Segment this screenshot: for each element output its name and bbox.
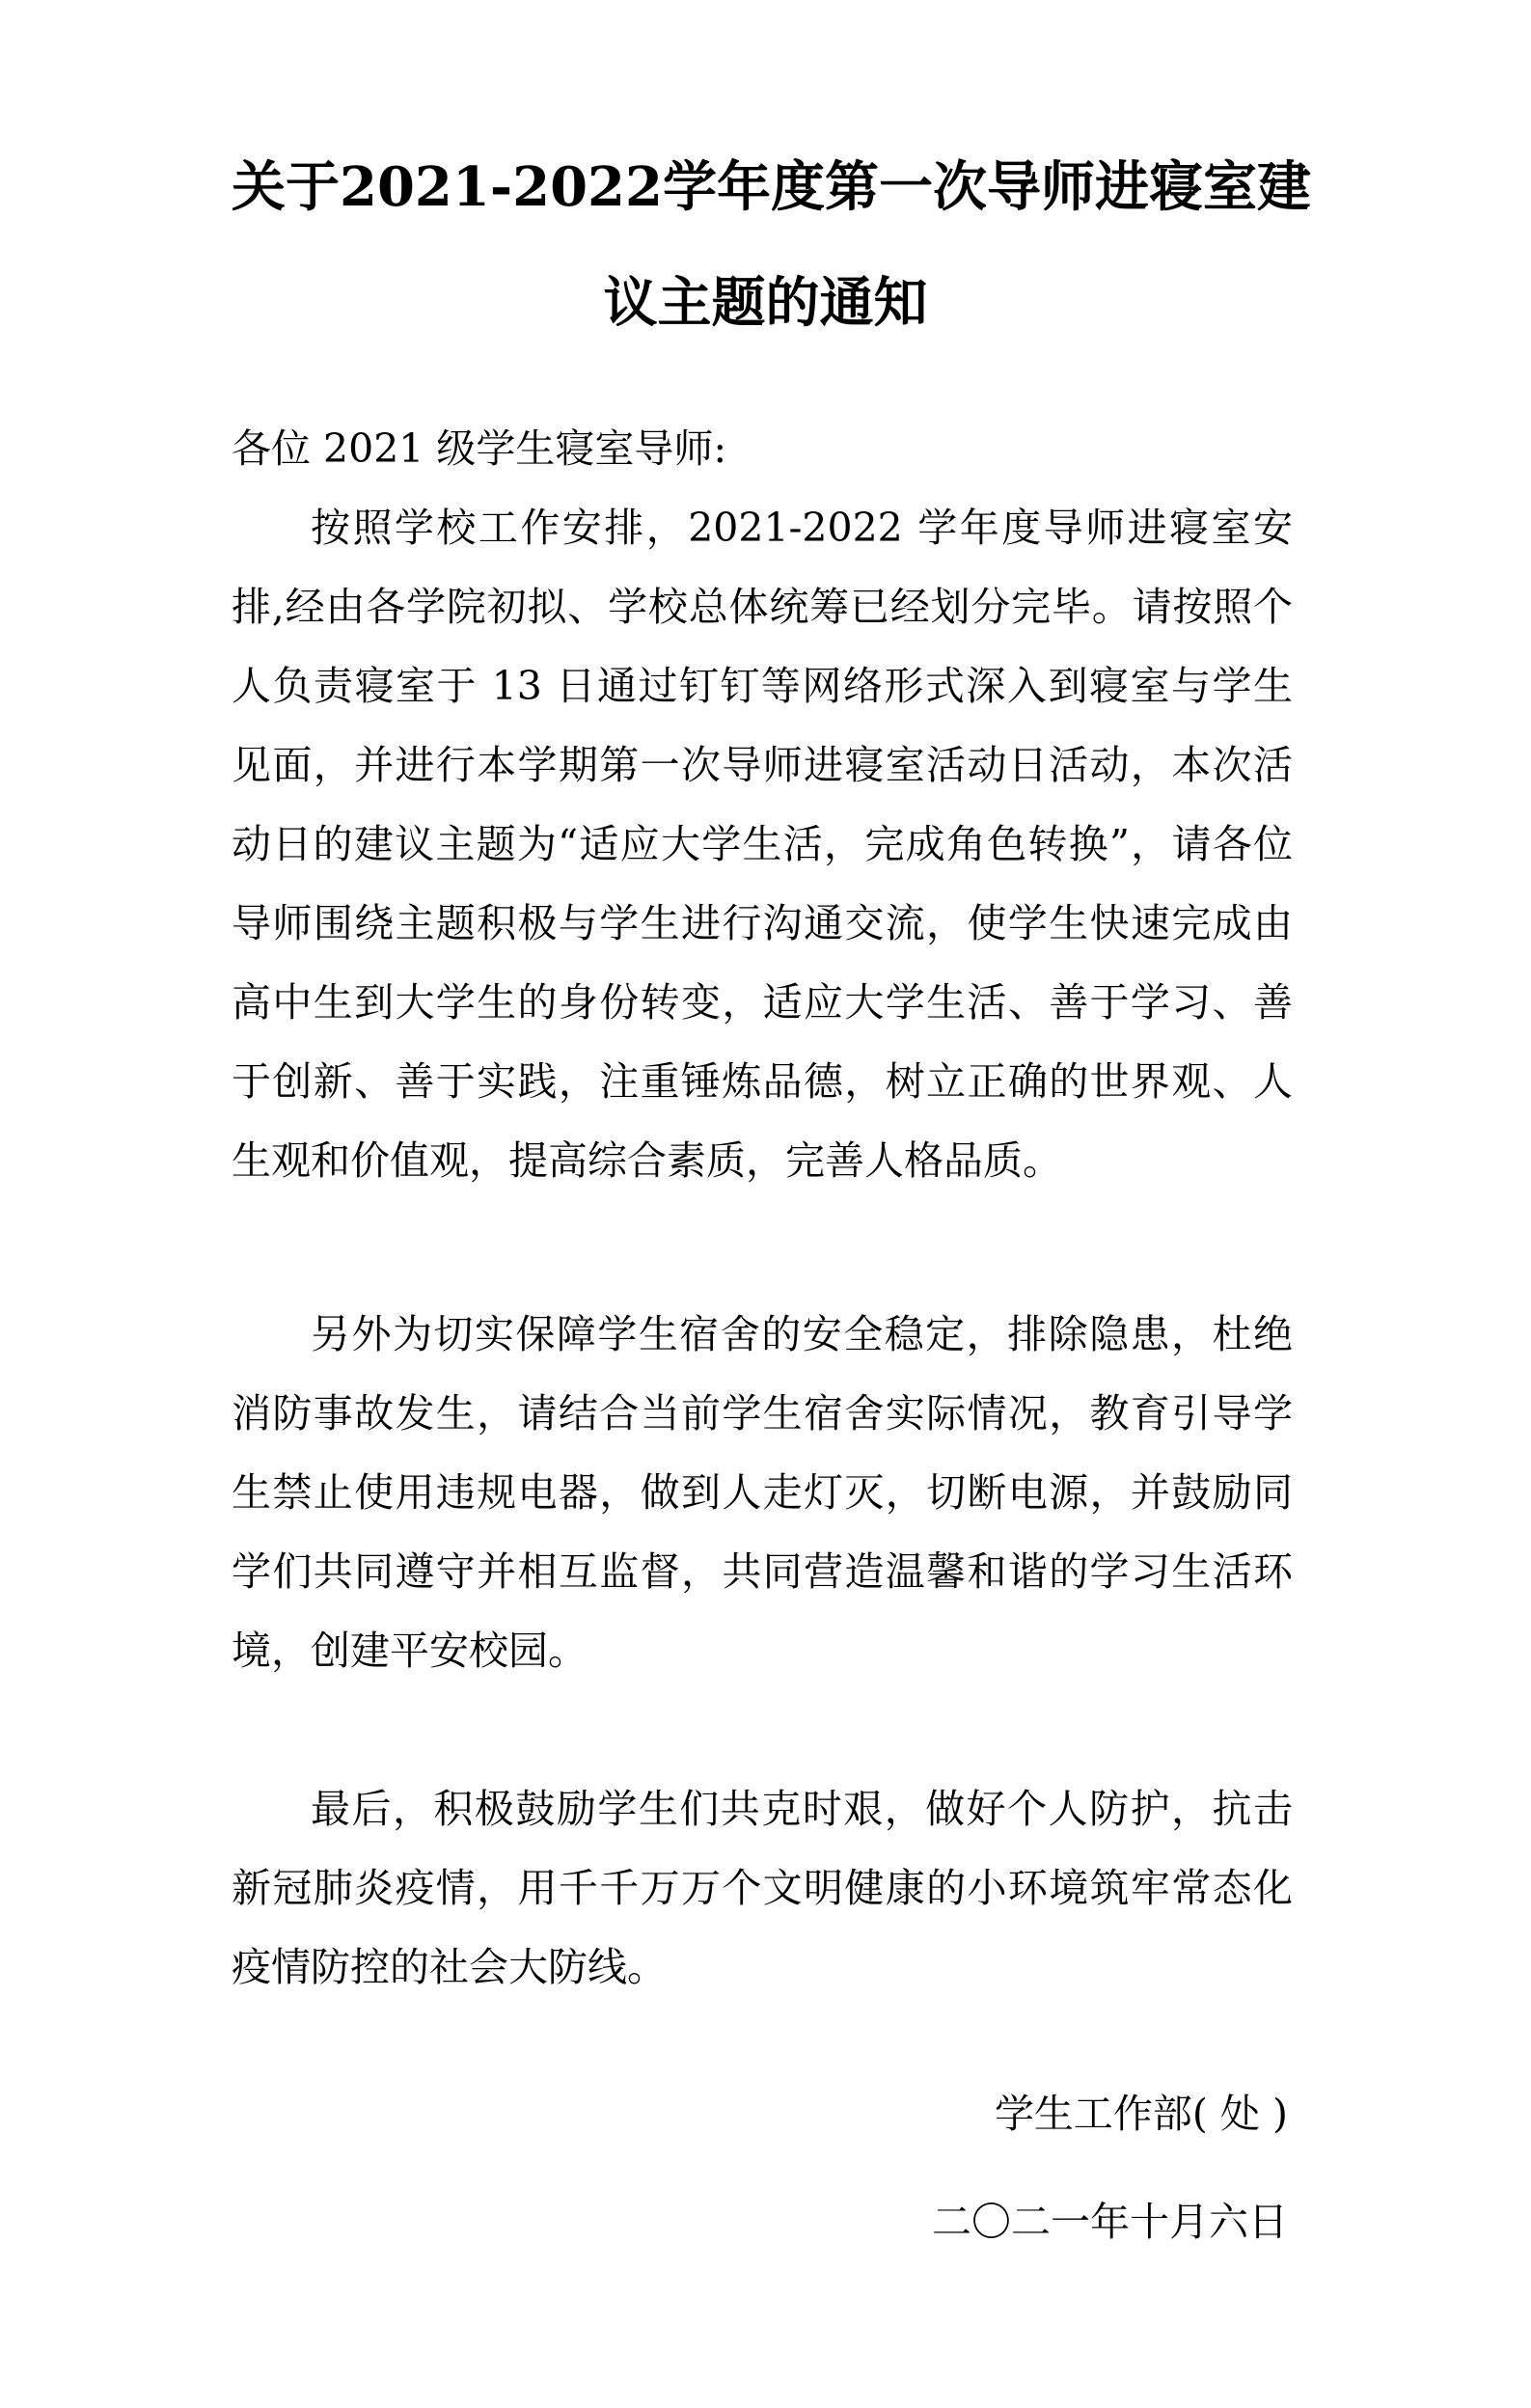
paragraph-arrangement: 按照学校工作安排，2021-2022 学年度导师进寝室安排,经由各学院初拟、学校总体统筹已经划分完毕。请按照个人负责寝室于 13 日通过钉钉等网络形式深入到寝室与学生见面，并进行本学期第一次导师进寝室活动日活动，本次活动日的建议主题为“适应大学生活，完成角色转换”，请各位导师围绕主题积极与学生进行沟通交流，使学生快速完成由高中生到大学生的身份转变，适应大学生活、善于学习、善于创新、善于实践，注重锤炼品德，树立正确的世界观、人生观和价值观，提高综合素质，完善人格品质。 xyxy=(232,505,1293,1184)
signature: 学生工作部( 处 ) xyxy=(994,2091,1288,2137)
paragraph-epidemic: 最后，积极鼓励学生们共克时艰，做好个人防护，抗击新冠肺炎疫情，用千千万万个文明健康的小环境筑牢常态化疫情防控的社会大防线。 xyxy=(232,1786,1293,1990)
document-title-line-2: 议主题的通知 xyxy=(603,271,928,335)
salutation: 各位 2021 级学生寝室导师: xyxy=(232,425,727,472)
paragraph-safety: 另外为切实保障学生宿舍的安全稳定，排除隐患，杜绝消防事故发生，请结合当前学生宿舍实际情况，教育引导学生禁止使用违规电器，做到人走灯灭，切断电源，并鼓励同学们共同遵守并相互监督，共同营造温馨和谐的学习生活环境，创建平安校园。 xyxy=(232,1311,1293,1674)
document-title-line-1: 关于2021-2022学年度第一次导师进寝室建 xyxy=(232,155,1311,219)
issue-date: 二〇二一年十月六日 xyxy=(932,2199,1288,2245)
